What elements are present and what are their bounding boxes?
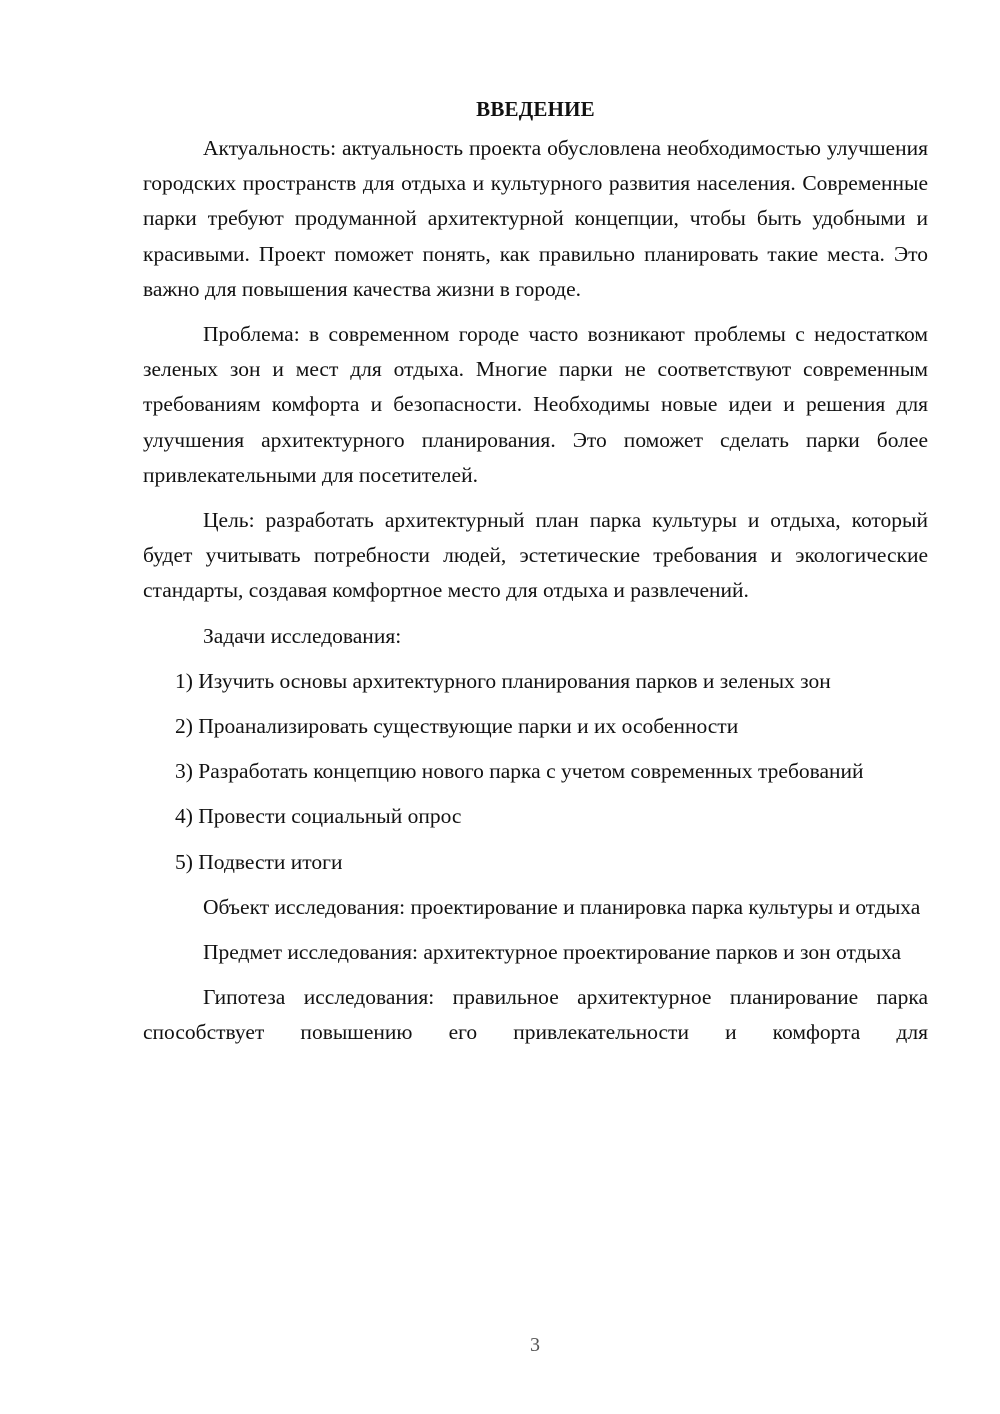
paragraph-tasks-heading: Задачи исследования: <box>203 623 402 648</box>
paragraph-hypothesis: Гипотеза исследования: правильное архитектурное планирование парка способствует повышению его привлекательности и комфорта для <box>143 985 928 1045</box>
paragraph-subject: Предмет исследования: архитектурное проектирование парков и зон отдыха <box>203 940 902 965</box>
paragraph-relevance: Актуальность: актуальность проекта обусловлена необходимостью улучшения городских пространств для отдыха и культурного развития населения. Современные парки требуют продуманной архитектурной концепции, чтобы быть удобными и красивыми. Проект поможет понять, как правильно планировать такие места. Это важно для повышения качества жизни в городе. <box>143 136 928 301</box>
paragraph-problem: Проблема: в современном городе часто возникают проблемы с недостатком зеленых зон и мест для отдыха. Многие парки не соответствуют современным требованиям комфорта и безопасности. Необходимы новые идеи и решения для улучшения архитектурного планирования. Это поможет сделать парки более привлекательными для посетителей. <box>143 322 928 487</box>
section-title: ВВЕДЕНИЕ <box>476 97 595 121</box>
paragraph-goal: Цель: разработать архитектурный план парка культуры и отдыха, который будет учитывать потребности людей, эстетические требования и экологические стандарты, создавая комфортное место для отдыха и развлечений. <box>143 508 928 603</box>
paragraph-object: Объект исследования: проектирование и планировка парка культуры и отдыха <box>203 894 921 919</box>
page-number: 3 <box>530 1334 540 1356</box>
task-item: 1) Изучить основы архитектурного планирования парков и зеленых зон <box>175 668 831 693</box>
task-item: 5) Подвести итоги <box>175 849 343 874</box>
task-item: 3) Разработать концепцию нового парка с учетом современных требований <box>175 759 864 784</box>
task-item: 4) Провести социальный опрос <box>175 804 462 829</box>
task-item: 2) Проанализировать существующие парки и их особенности <box>175 714 739 739</box>
page-content <box>143 92 928 1061</box>
